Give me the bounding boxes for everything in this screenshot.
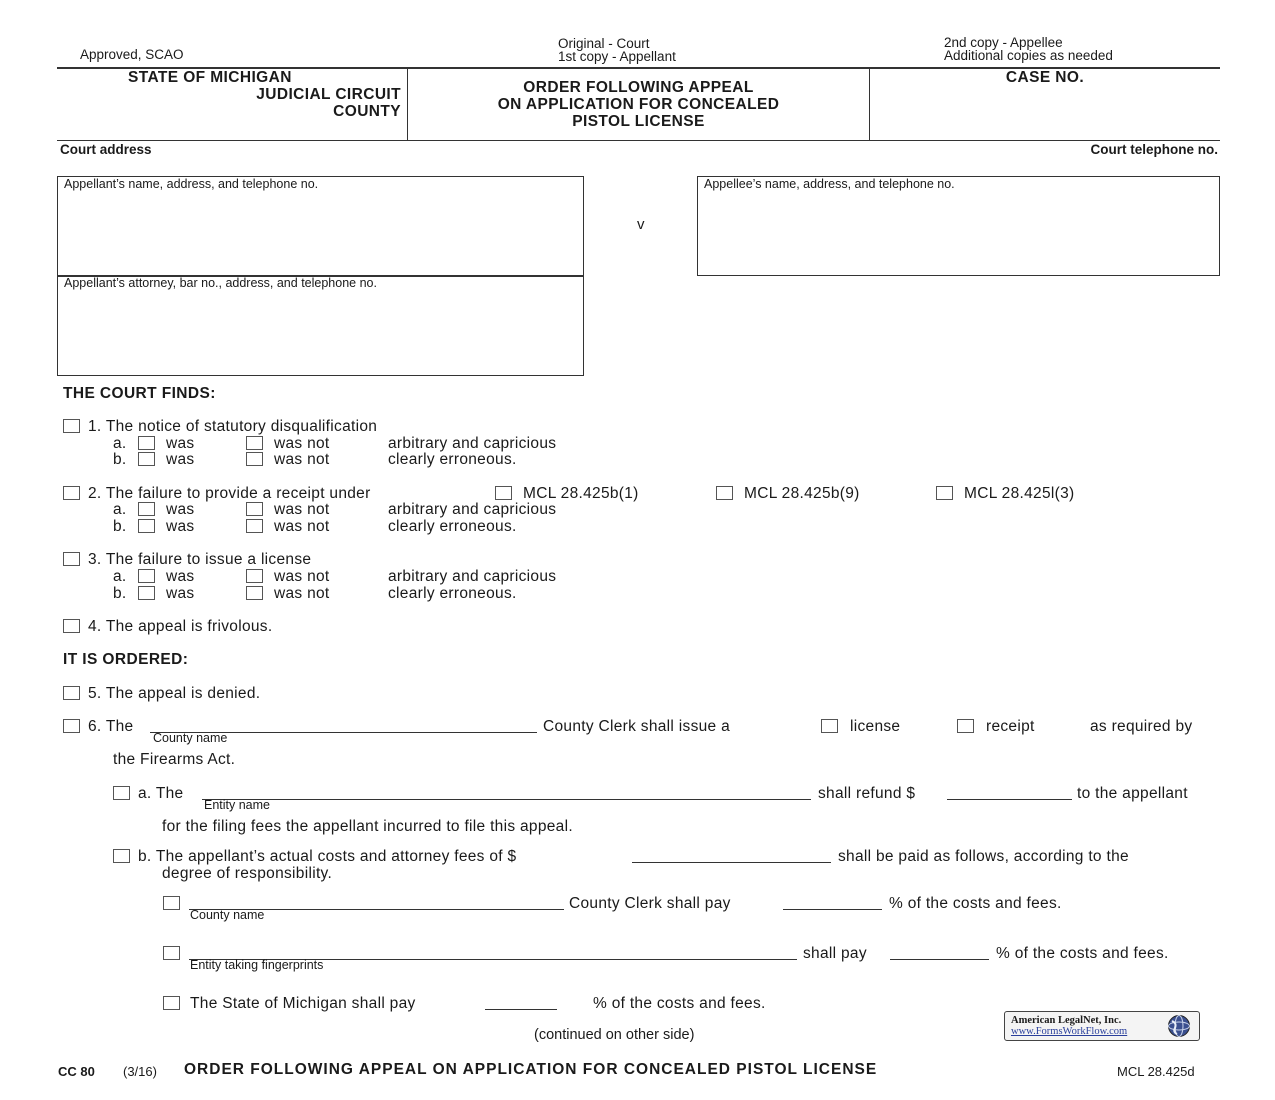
- pay-county-pct-text: % of the costs and fees.: [889, 895, 1062, 912]
- continued-note: (continued on other side): [534, 1027, 695, 1043]
- circuit-label: JUDICIAL CIRCUIT: [256, 86, 401, 103]
- footer-form-title: ORDER FOLLOWING APPEAL ON APPLICATION FOR CONCEALED PISTOL LICENSE: [184, 1061, 878, 1078]
- pay-county-pct-field[interactable]: [783, 909, 882, 910]
- finding-1b-wasnot-checkbox[interactable]: [246, 452, 263, 466]
- order-6-license: license: [850, 718, 901, 735]
- ordered-heading: IT IS ORDERED:: [63, 651, 189, 668]
- order-6a-amount-field[interactable]: [947, 799, 1072, 800]
- finding-1b-label: b.: [113, 451, 127, 468]
- globe-icon: [1162, 1014, 1196, 1038]
- order-6a-checkbox[interactable]: [113, 786, 130, 800]
- finding-1a-wasnot-checkbox[interactable]: [246, 436, 263, 450]
- order-6a-line2: for the filing fees the appellant incurred to file this appeal.: [162, 818, 573, 835]
- finding-2a-label: a.: [113, 501, 127, 518]
- finding-2b-wasnot-checkbox[interactable]: [246, 519, 263, 533]
- order-6b-checkbox[interactable]: [113, 849, 130, 863]
- finding-2b-text: clearly erroneous.: [388, 518, 517, 535]
- finding-2-checkbox[interactable]: [63, 486, 80, 500]
- finding-2-opt3-checkbox[interactable]: [936, 486, 953, 500]
- finding-3b-wasnot-checkbox[interactable]: [246, 586, 263, 600]
- finding-1a-label: a.: [113, 435, 127, 452]
- order-6-county-caption: County name: [153, 731, 228, 745]
- order-6-act: the Firearms Act.: [113, 751, 236, 768]
- order-6-receipt: receipt: [986, 718, 1035, 735]
- finding-2a-was: was: [166, 501, 195, 518]
- title-line-3: PISTOL LICENSE: [572, 113, 705, 130]
- finding-2b-was-checkbox[interactable]: [138, 519, 155, 533]
- court-phone-label: Court telephone no.: [1090, 142, 1218, 157]
- copy-first: 1st copy - Appellant: [558, 49, 676, 64]
- finding-4-text: 4. The appeal is frivolous.: [88, 618, 273, 635]
- finding-2b-label: b.: [113, 518, 127, 535]
- order-5-checkbox[interactable]: [63, 686, 80, 700]
- approved-scao: Approved, SCAO: [80, 47, 184, 62]
- appellant-label: Appellant’s name, address, and telephone no.: [64, 177, 319, 191]
- order-6-clerk-text: County Clerk shall issue a: [543, 718, 730, 735]
- finding-2-opt2-checkbox[interactable]: [716, 486, 733, 500]
- finding-1b-wasnot: was not: [274, 451, 330, 468]
- finding-3b-was-checkbox[interactable]: [138, 586, 155, 600]
- finding-1b-text: clearly erroneous.: [388, 451, 517, 468]
- finding-3b-was: was: [166, 585, 195, 602]
- finding-1b-was-checkbox[interactable]: [138, 452, 155, 466]
- order-6-required: as required by: [1090, 718, 1193, 735]
- order-6a-prefix: a. The: [138, 785, 184, 802]
- finding-3a-was: was: [166, 568, 195, 585]
- form-title-block: [408, 79, 869, 130]
- finding-2-text: 2. The failure to provide a receipt under: [88, 485, 371, 502]
- finding-3b-text: clearly erroneous.: [388, 585, 517, 602]
- finding-3-checkbox[interactable]: [63, 552, 80, 566]
- pay-entity-caption: Entity taking fingerprints: [190, 958, 324, 972]
- pay-state-pct-field[interactable]: [485, 1009, 557, 1010]
- pay-county-checkbox[interactable]: [163, 896, 180, 910]
- pay-entity-pct-text: % of the costs and fees.: [996, 945, 1169, 962]
- finding-2a-text: arbitrary and capricious: [388, 501, 557, 518]
- finding-1a-was: was: [166, 435, 195, 452]
- appellant-attorney-box[interactable]: [57, 275, 584, 376]
- versus-label: v: [637, 216, 645, 233]
- finding-2b-was: was: [166, 518, 195, 535]
- order-6a-entity-field[interactable]: [202, 799, 811, 800]
- title-line-2: ON APPLICATION FOR CONCEALED: [497, 96, 780, 113]
- court-jurisdiction: [60, 69, 401, 120]
- finding-2-opt1: MCL 28.425b(1): [523, 485, 639, 502]
- finding-1b-was: was: [166, 451, 195, 468]
- finding-1a-wasnot: was not: [274, 435, 330, 452]
- form-number: CC 80: [58, 1064, 95, 1079]
- order-5-text: 5. The appeal is denied.: [88, 685, 261, 702]
- pay-entity-pct-field[interactable]: [890, 959, 989, 960]
- finding-3-text: 3. The failure to issue a license: [88, 551, 312, 568]
- copy-distribution-right: [944, 36, 1113, 62]
- form-revision: (3/16): [123, 1064, 157, 1079]
- appellee-box[interactable]: [697, 176, 1220, 276]
- pay-state-text: The State of Michigan shall pay: [190, 995, 416, 1012]
- appellant-box[interactable]: [57, 176, 584, 277]
- finding-3b-label: b.: [113, 585, 127, 602]
- order-6-license-checkbox[interactable]: [821, 719, 838, 733]
- finding-2a-wasnot: was not: [274, 501, 330, 518]
- pay-state-pct-text: % of the costs and fees.: [593, 995, 766, 1012]
- finding-1-text: 1. The notice of statutory disqualification: [88, 418, 378, 435]
- finding-1a-text: arbitrary and capricious: [388, 435, 557, 452]
- pay-entity-checkbox[interactable]: [163, 946, 180, 960]
- finding-2-opt1-checkbox[interactable]: [495, 486, 512, 500]
- finding-2a-wasnot-checkbox[interactable]: [246, 502, 263, 516]
- state-label: STATE OF MICHIGAN: [128, 69, 292, 86]
- finding-3b-wasnot: was not: [274, 585, 330, 602]
- copy-original: Original - Court: [558, 36, 650, 51]
- finding-1-checkbox[interactable]: [63, 419, 80, 433]
- appellant-attorney-label: Appellant’s attorney, bar no., address, and telephone no.: [64, 276, 377, 290]
- order-6b-line1-end: shall be paid as follows, according to the: [838, 848, 1129, 865]
- header-bottom-rule: [57, 140, 1220, 141]
- order-6b-amount-field[interactable]: [632, 862, 831, 863]
- order-6-receipt-checkbox[interactable]: [957, 719, 974, 733]
- pay-state-checkbox[interactable]: [163, 996, 180, 1010]
- order-6b-line1: b. The appellant’s actual costs and attorney fees of $: [138, 848, 517, 865]
- court-finds-heading: THE COURT FINDS:: [63, 385, 216, 402]
- copy-additional: Additional copies as needed: [944, 48, 1113, 63]
- order-6a-to: to the appellant: [1077, 785, 1188, 802]
- copy-distribution-center: [558, 37, 676, 63]
- finding-1a-was-checkbox[interactable]: [138, 436, 155, 450]
- case-no-label: CASE NO.: [1005, 69, 1085, 86]
- finding-3a-text: arbitrary and capricious: [388, 568, 557, 585]
- finding-3a-was-checkbox[interactable]: [138, 569, 155, 583]
- court-address-label: Court address: [60, 142, 152, 157]
- order-6-checkbox[interactable]: [63, 719, 80, 733]
- logo-company: American LegalNet, Inc.: [1011, 1015, 1122, 1026]
- finding-3a-label: a.: [113, 568, 127, 585]
- finding-4-checkbox[interactable]: [63, 619, 80, 633]
- appellee-label: Appellee’s name, address, and telephone no.: [704, 177, 955, 191]
- pay-county-caption: County name: [190, 908, 265, 922]
- finding-3a-wasnot: was not: [274, 568, 330, 585]
- finding-2-opt3: MCL 28.425l(3): [964, 485, 1075, 502]
- pay-entity-text: shall pay: [803, 945, 867, 962]
- order-6-prefix: 6. The: [88, 718, 134, 735]
- americanlegalnet-logo[interactable]: [1004, 1011, 1200, 1041]
- footer-statute: MCL 28.425d: [1117, 1064, 1195, 1079]
- finding-3a-wasnot-checkbox[interactable]: [246, 569, 263, 583]
- logo-url[interactable]: www.FormsWorkFlow.com: [1011, 1026, 1128, 1037]
- copy-second: 2nd copy - Appellee: [944, 35, 1063, 50]
- order-6a-refund: shall refund $: [818, 785, 916, 802]
- finding-2b-wasnot: was not: [274, 518, 330, 535]
- finding-2-opt2: MCL 28.425b(9): [744, 485, 860, 502]
- title-line-1: ORDER FOLLOWING APPEAL: [523, 79, 754, 96]
- pay-county-text: County Clerk shall pay: [569, 895, 731, 912]
- finding-2a-was-checkbox[interactable]: [138, 502, 155, 516]
- county-label: COUNTY: [333, 103, 401, 120]
- order-6b-line2: degree of responsibility.: [162, 865, 333, 882]
- order-6a-entity-caption: Entity name: [204, 798, 271, 812]
